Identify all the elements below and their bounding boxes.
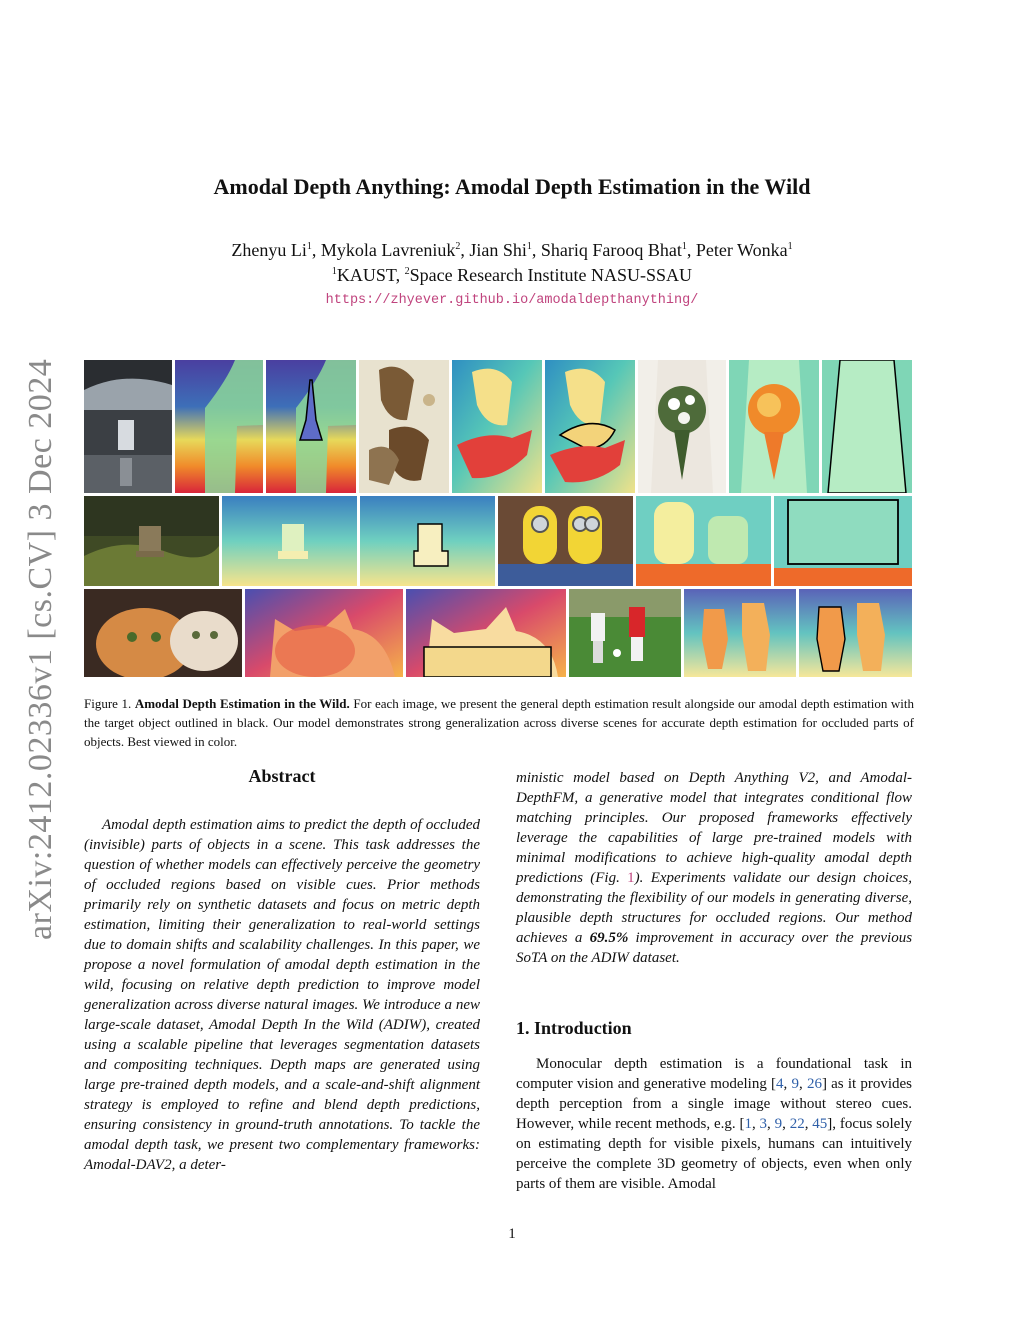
project-url-link[interactable]: https://zhyever.github.io/amodaldepthanything/: [325, 293, 699, 308]
intro-text: focus solely on estimating depth for visible pixels, humans can intuitively perceive the complete 3D geometry of objects, even when only parts of them are visible. Amodal: [516, 1116, 913, 1192]
citation-link[interactable]: 3: [759, 1116, 768, 1132]
affiliation-name: Space Research Institute NASU-SSAU: [409, 265, 693, 285]
depth-minions: [636, 496, 771, 586]
figure-caption-text: For each image, we present the general depth estimation result alongside our amodal depth estimation with the target object outlined in black. Our model demonstrates strong generalization across diverse scenes for accurate depth estimation for occluded parts of objects. Best viewed in color.: [84, 696, 915, 749]
amodal-depth-box: [774, 496, 912, 586]
introduction-paragraph: Monocular depth estimation is a foundational task in computer vision and generative modeling [4, 9, 26] as it provides depth perception from a single image without stereo cues. However, while recent methods, e.g. [1, 3, 9, 22, 45], focus solely on estimating depth for visible pixels, humans can intuitively perceive the complete 3D geometry of objects, even when only parts of them are visible. Amodal: [516, 1056, 913, 1192]
citation-link[interactable]: 9: [774, 1116, 783, 1132]
improvement-value: 69.5%: [589, 930, 629, 946]
affiliations: $^1$KAUST, $^2$Space Research Institute NASU-SSAU: [331, 265, 693, 285]
author-name: Jian Shi: [469, 240, 527, 260]
citation-link[interactable]: 1: [744, 1116, 752, 1132]
author-list: Zhenyu Li$^1$, Mykola Lavreniuk$^2$, Jian Shi$^1$, Shariq Farooq Bhat$^1$, Peter Wonka$^1$: [231, 240, 793, 260]
citation-link[interactable]: 26: [806, 1076, 822, 1092]
amodal-depth-cat: [406, 589, 566, 677]
figure-caption-label: Figure 1.: [84, 696, 132, 711]
author-name: Shariq Farooq Bhat: [540, 240, 682, 260]
photo-soccer: [569, 589, 681, 677]
photo-birds: [359, 360, 449, 493]
amodal-depth-tower: [266, 360, 356, 493]
page-number: 1: [508, 1226, 516, 1242]
depth-chair: [222, 496, 357, 586]
photo-minions: [498, 496, 633, 586]
photo-cats: [84, 589, 242, 677]
photo-bouquet: [638, 360, 726, 493]
amodal-depth-chair: [360, 496, 495, 586]
amodal-depth-birds: [545, 360, 635, 493]
depth-birds: [452, 360, 542, 493]
amodal-depth-player: [799, 589, 912, 677]
author-name: Mykola Lavreniuk: [320, 240, 456, 260]
paper-title: Amodal Depth Anything: Amodal Depth Estimation in the Wild: [213, 174, 811, 199]
author-affiliation-mark: 2: [455, 241, 461, 252]
abstract-text: ministic model based on Depth Anything V2, and Amodal-DepthFM, a generative model that integrates conditional flow matching principles. Our proposed frameworks effectively leverage the capabilities of large pre-trained models with minimal modifications to achieve high-quality amodal depth predictions (Fig.: [516, 770, 912, 886]
depth-soccer: [684, 589, 796, 677]
affiliation-name: KAUST: [336, 265, 396, 285]
abstract-left-column: Amodal depth estimation aims to predict the depth of occluded (invisible) parts of objects in a scene. This task addresses the question of whether models can effectively perceive the geometry of occluded regions based on visible cues. Prior methods primarily rely on synthetic datasets and focus on metric depth estimation, limiting their generalization to real-world settings due to domain shifts and scalability challenges. In this paper, we propose a novel formulation of amodal depth estimation in the wild, focusing on relative depth prediction to improve model generalization across diverse natural images. We introduce a new large-scale dataset, Amodal Depth In the Wild (ADIW), created using a scalable pipeline that leverages segmentation datasets and compositing techniques. Depth maps are generated using large pre-trained depth models, and a scale-and-shift alignment strategy is employed to refine and blend depth predictions, ensuring consistency in ground-truth annotations. To tackle the amodal depth task, we present two complementary frameworks: Amodal-DAV2, a deter-: [84, 817, 480, 1173]
citation-link[interactable]: 45: [812, 1116, 828, 1132]
photo-reflection: [84, 360, 172, 493]
photo-chair: [84, 496, 219, 586]
introduction-heading: 1. Introduction: [516, 1018, 632, 1038]
figure-reference-link[interactable]: 1: [627, 870, 635, 886]
author-name: Zhenyu Li: [231, 240, 307, 260]
affiliation-mark: 1: [331, 266, 337, 277]
depth-cats: [245, 589, 403, 677]
affiliation-mark: 2: [404, 266, 410, 277]
abstract-text: ). Experiments validate our design choices, demonstrating the flexibility of our models in generating diverse, plausible depth structures for occluded regions. Our method achieves a: [516, 870, 912, 946]
arxiv-identifier-stamp: arXiv:2412.02336v1 [cs.CV] 3 Dec 2024: [22, 358, 59, 940]
depth-reflection: [175, 360, 263, 493]
abstract-right-column: [516, 768, 912, 968]
author-affiliation-mark: 1: [681, 241, 687, 252]
abstract-heading: Abstract: [248, 766, 316, 786]
depth-bouquet: [729, 360, 819, 493]
author-name: Peter Wonka: [695, 240, 788, 260]
author-affiliation-mark: 1: [787, 241, 793, 252]
citation-link[interactable]: 9: [791, 1076, 799, 1092]
figure-caption: [84, 694, 914, 751]
author-affiliation-mark: 1: [526, 241, 532, 252]
abstract-text: improvement in accuracy over the previous SoTA on the ADIW dataset.: [516, 930, 913, 966]
amodal-depth-dress: [822, 360, 912, 493]
author-affiliation-mark: 1: [306, 241, 312, 252]
citation-link[interactable]: 22: [789, 1116, 805, 1132]
intro-text: Monocular depth estimation is a foundational task in computer vision and generative modeling: [516, 1056, 912, 1092]
citation-link[interactable]: 4: [776, 1076, 784, 1092]
intro-text: as it provides depth perception from a single image without stereo cues. However, while recent methods, e.g.: [516, 1076, 913, 1132]
figure-caption-title: Amodal Depth Estimation in the Wild.: [134, 696, 350, 711]
